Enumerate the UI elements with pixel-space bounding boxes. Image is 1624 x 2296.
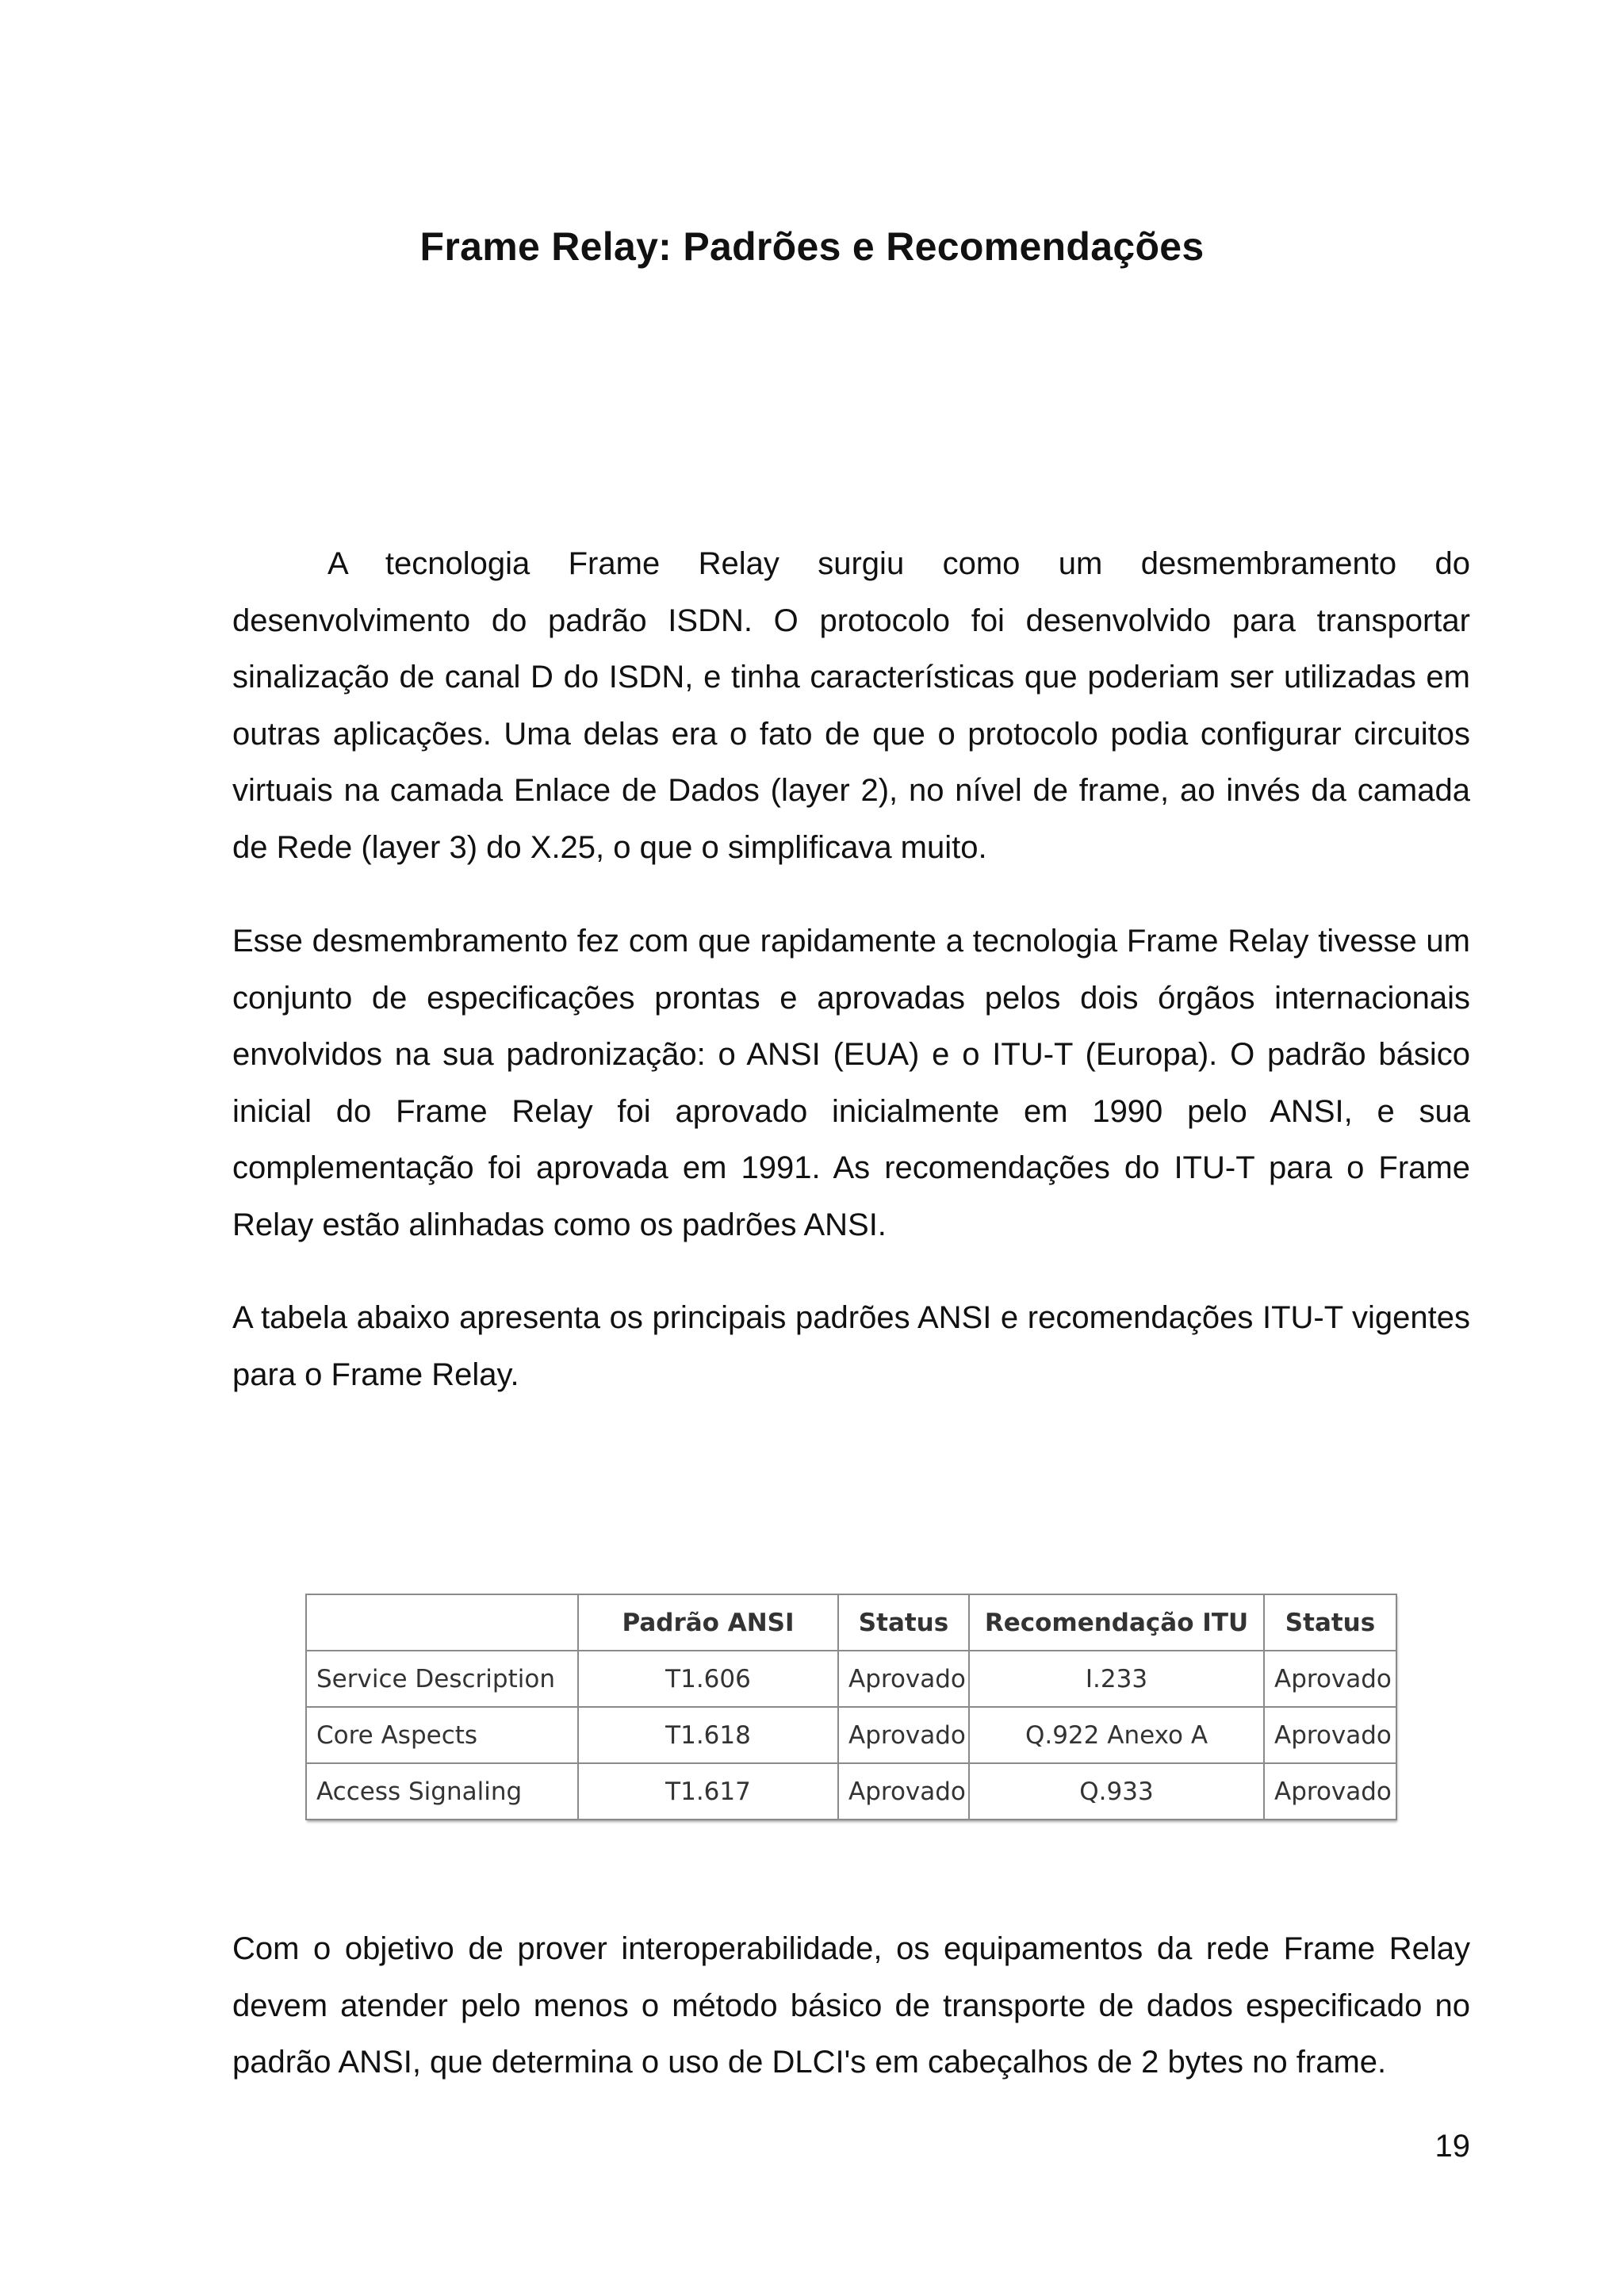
page-number: 19 xyxy=(1434,2129,1470,2164)
table-cell: T1.617 xyxy=(578,1763,838,1820)
page-title: Frame Relay: Padrões e Recomendações xyxy=(419,224,1205,269)
table-header-cell xyxy=(306,1594,578,1651)
standards-table-container xyxy=(305,1594,1396,1820)
table-header-cell: Padrão ANSI xyxy=(578,1594,838,1651)
table-cell: Aprovado xyxy=(1264,1651,1396,1707)
table-cell: Core Aspects xyxy=(306,1707,578,1763)
table-row xyxy=(306,1707,1396,1763)
table-header-cell: Status xyxy=(1264,1594,1396,1651)
table-cell: Aprovado xyxy=(1264,1707,1396,1763)
table-cell: Access Signaling xyxy=(306,1763,578,1820)
table-header-row xyxy=(306,1594,1396,1651)
table-row xyxy=(306,1651,1396,1707)
table-row xyxy=(306,1763,1396,1820)
table-cell: Aprovado xyxy=(838,1707,969,1763)
table-cell: Aprovado xyxy=(838,1763,969,1820)
table-cell: Service Description xyxy=(306,1651,578,1707)
table-cell: Q.933 xyxy=(969,1763,1264,1820)
paragraph-2: Esse desmembramento fez com que rapidamente a tecnologia Frame Relay tivesse um conjunto de especificações prontas e aprovadas pelos dois órgãos internacionais envolvidos na sua padronização: o ANSI (EUA) e o ITU-T (Europa). O padrão básico inicial do Frame Relay foi aprovado inicialmente em 1990 pelo ANSI, e sua complementação foi aprovada em 1991. As recomendações do ITU-T para o Frame Relay estão alinhadas como os padrões ANSI. xyxy=(232,924,1470,1242)
standards-table xyxy=(305,1594,1397,1820)
paragraph-4: Com o objetivo de prover interoperabilidade, os equipamentos da rede Frame Relay devem atender pelo menos o método básico de transporte de dados especificado no padrão ANSI, que determina o uso de DLCI's em cabeçalhos de 2 bytes no frame. xyxy=(232,1931,1470,2080)
table-header-cell: Recomendação ITU xyxy=(969,1594,1264,1651)
paragraph-3: A tabela abaixo apresenta os principais padrões ANSI e recomendações ITU-T vigentes para o Frame Relay. xyxy=(232,1300,1470,1392)
table-cell: Q.922 Anexo A xyxy=(969,1707,1264,1763)
table-cell: I.233 xyxy=(969,1651,1264,1707)
paragraph-1: A tecnologia Frame Relay surgiu como um desmembramento do desenvolvimento do padrão ISDN. O protocolo foi desenvolvido para transportar sinalização de canal D do ISDN, e tinha características que poderiam ser utilizadas em outras aplicações. Uma delas era o fato de que o protocolo podia configurar circuitos virtuais na camada Enlace de Dados (layer 2), no nível de frame, ao invés da camada de Rede (layer 3) do X.25, o que o simplificava muito. xyxy=(232,546,1470,865)
table-cell: Aprovado xyxy=(1264,1763,1396,1820)
table-cell: T1.618 xyxy=(578,1707,838,1763)
table-header-cell: Status xyxy=(838,1594,969,1651)
table-cell: Aprovado xyxy=(838,1651,969,1707)
table-cell: T1.606 xyxy=(578,1651,838,1707)
